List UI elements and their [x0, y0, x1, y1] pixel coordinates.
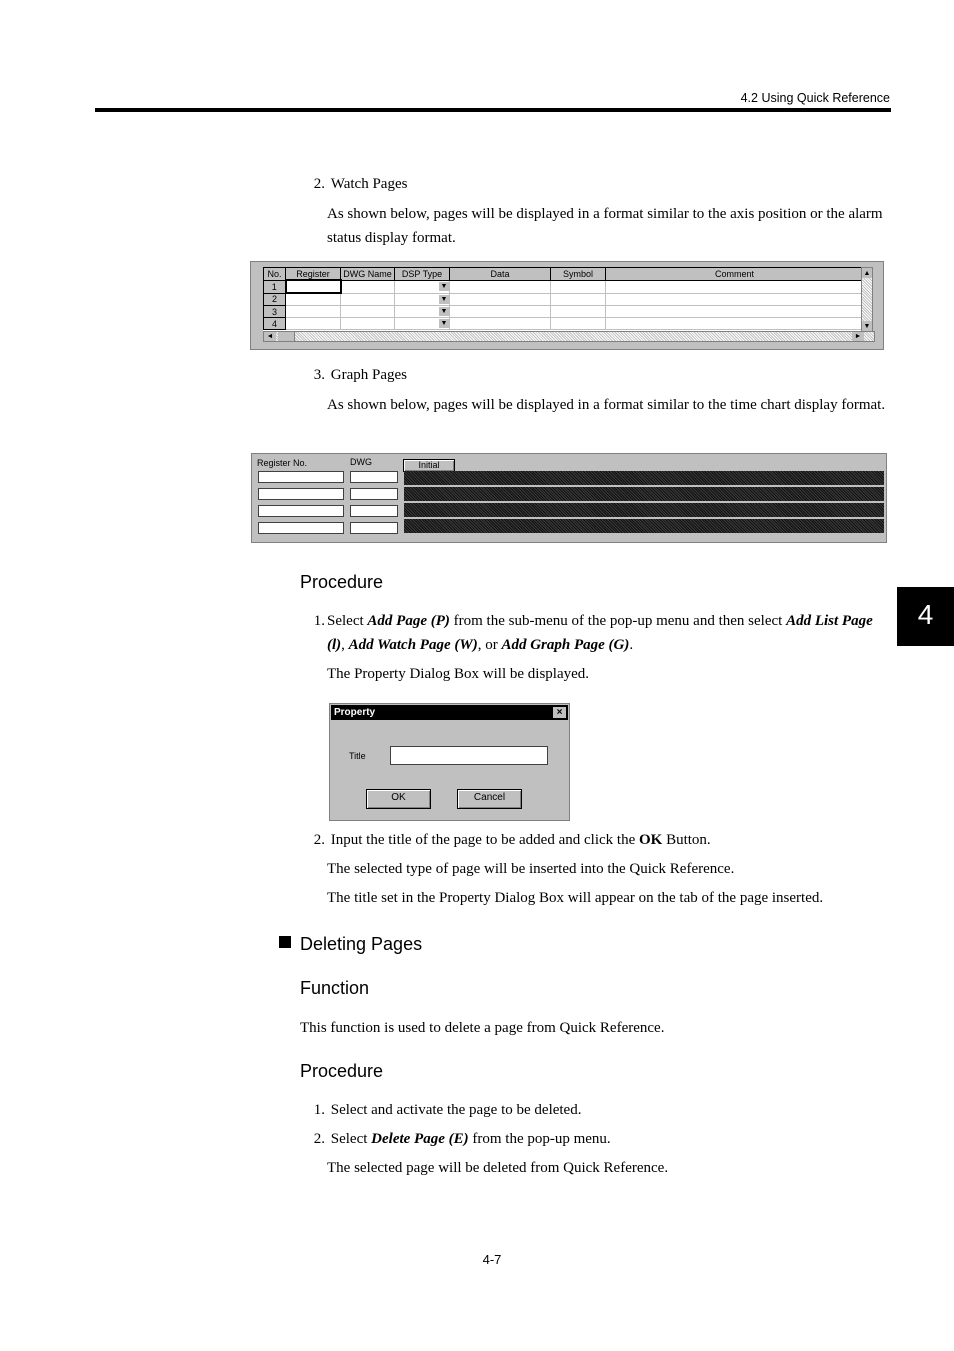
graph-pages-desc: As shown below, pages will be displayed in a format similar to the time chart display format.: [327, 397, 886, 413]
dropdown-arrow-icon[interactable]: ▼: [440, 320, 448, 327]
col-comment: Comment: [606, 268, 864, 281]
page-number: 4-7: [482, 1252, 502, 1267]
deleting-pages-heading: Deleting Pages: [300, 934, 423, 954]
chart-band: [404, 519, 884, 533]
chart-band: [404, 503, 884, 517]
col-symbol: Symbol: [551, 268, 606, 281]
dialog-titlebar: [331, 705, 568, 720]
dwg-input[interactable]: [350, 488, 398, 500]
function-heading: Function: [300, 978, 370, 998]
step-number: 1.: [313, 1102, 325, 1118]
register-input[interactable]: [258, 505, 344, 517]
register-cell[interactable]: [286, 293, 341, 306]
procedure-heading-2: Procedure: [300, 1061, 384, 1081]
watch-pages-item: [305, 172, 407, 196]
col-dsp-type: DSP Type: [395, 268, 450, 281]
graph-pages-item: [305, 363, 407, 387]
step-text: Select and activate the page to be deleted.: [330, 1102, 582, 1118]
initial-button[interactable]: Initial: [403, 459, 455, 472]
step-2-note-2: The title set in the Property Dialog Box will appear on the tab of the page inserted.: [327, 890, 824, 906]
step-text: , or: [477, 637, 502, 653]
menu-item-ref: Add Graph Page (G): [501, 637, 630, 653]
step-2-note-1: The selected type of page will be inserted into the Quick Reference.: [327, 861, 735, 877]
register-input[interactable]: [258, 488, 344, 500]
step-number: 2.: [313, 1131, 325, 1147]
item-number: 2.: [313, 176, 325, 192]
delete-step-2: [305, 1127, 611, 1151]
register-cell[interactable]: [286, 306, 341, 318]
cancel-button[interactable]: Cancel: [457, 789, 522, 809]
table-row[interactable]: [264, 306, 864, 318]
table-row[interactable]: [264, 293, 864, 306]
chart-band: [404, 471, 884, 485]
col-data: Data: [450, 268, 551, 281]
symbol-cell: [551, 280, 606, 293]
chapter-tab: 4: [897, 587, 954, 646]
step-text: from the pop-up menu.: [468, 1131, 611, 1147]
col-dwg-name: DWG Name: [341, 268, 395, 281]
dwg-cell[interactable]: [341, 280, 395, 293]
row-number: 1: [264, 280, 286, 293]
delete-step-2-note: The selected page will be deleted from Quick Reference.: [327, 1160, 669, 1176]
step-text: Button.: [662, 832, 711, 848]
step-text: from the sub-menu of the pop-up menu and then select: [449, 613, 787, 629]
step-text: Input the title of the page to be added and click the: [330, 832, 639, 848]
step-text: ,: [341, 637, 349, 653]
procedure-step-2: [305, 828, 711, 852]
header-rule: [95, 108, 891, 112]
title-input[interactable]: [390, 746, 548, 765]
table-row[interactable]: [264, 318, 864, 330]
scroll-up-icon[interactable]: ▲: [863, 269, 871, 277]
data-cell: [450, 293, 551, 306]
col-register: Register: [286, 268, 341, 281]
step-number: 1.: [313, 613, 325, 629]
watch-pages-desc: As shown below, pages will be displayed in a format similar to the axis position or the alarm status display format.: [327, 206, 883, 246]
step-text: Select: [330, 1131, 372, 1147]
scroll-left-icon[interactable]: ◄: [264, 332, 276, 341]
data-cell: [450, 280, 551, 293]
menu-item-ref: Add List Page (l): [327, 613, 873, 653]
dsp-cell[interactable]: [395, 280, 450, 293]
function-text: This function is used to delete a page from Quick Reference.: [300, 1020, 665, 1036]
register-cell[interactable]: [286, 280, 341, 293]
property-dialog: [329, 703, 570, 821]
step-1-note: The Property Dialog Box will be displayed.: [327, 666, 590, 682]
square-bullet-icon: [279, 936, 291, 948]
dwg-input[interactable]: [350, 471, 398, 483]
dwg-label: DWG: [350, 457, 372, 467]
dropdown-arrow-icon[interactable]: ▼: [440, 308, 448, 315]
vertical-scrollbar[interactable]: [861, 267, 873, 332]
comment-cell[interactable]: [606, 293, 864, 306]
scroll-down-icon[interactable]: ▼: [863, 322, 871, 330]
table-header-row: [264, 268, 864, 281]
close-icon[interactable]: ×: [553, 707, 566, 718]
item-title: Watch Pages: [330, 176, 408, 192]
dsp-cell[interactable]: [395, 318, 450, 330]
time-chart-area: [404, 471, 884, 535]
symbol-cell: [551, 293, 606, 306]
row-number: 3: [264, 306, 286, 318]
horizontal-scrollbar[interactable]: [263, 331, 875, 342]
symbol-cell: [551, 318, 606, 330]
dsp-cell[interactable]: [395, 293, 450, 306]
watch-table: [263, 267, 863, 330]
comment-cell[interactable]: [606, 280, 864, 293]
symbol-cell: [551, 306, 606, 318]
ok-button[interactable]: OK: [366, 789, 431, 809]
running-header: 4.2 Using Quick Reference: [740, 91, 890, 105]
delete-step-1: [305, 1098, 581, 1122]
dwg-input[interactable]: [350, 505, 398, 517]
data-cell: [450, 318, 551, 330]
scroll-right-icon[interactable]: ►: [852, 332, 864, 341]
watch-page-window: [250, 261, 884, 350]
procedure-heading: Procedure: [300, 572, 384, 592]
dwg-cell[interactable]: [341, 318, 395, 330]
chart-band: [404, 487, 884, 501]
dwg-cell[interactable]: [341, 293, 395, 306]
item-title: Graph Pages: [330, 367, 407, 383]
menu-item-ref: Add Watch Page (W): [348, 637, 478, 653]
register-cell[interactable]: [286, 318, 341, 330]
procedure-step-1: [305, 609, 880, 653]
button-ref: OK: [638, 832, 663, 848]
item-number: 3.: [313, 367, 325, 383]
step-text: .: [629, 637, 634, 653]
table-row[interactable]: [264, 280, 864, 293]
scroll-thumb[interactable]: [278, 332, 295, 341]
dialog-title: Property: [334, 707, 376, 718]
register-input[interactable]: [258, 471, 344, 483]
data-cell: [450, 306, 551, 318]
register-no-label: Register No.: [257, 458, 308, 468]
comment-cell[interactable]: [606, 318, 864, 330]
dropdown-arrow-icon[interactable]: ▼: [440, 295, 448, 303]
comment-cell[interactable]: [606, 306, 864, 318]
step-number: 2.: [313, 832, 325, 848]
row-number: 2: [264, 293, 286, 306]
menu-item-ref: Add Page (P): [367, 613, 450, 629]
menu-item-ref: Delete Page (E): [371, 1131, 469, 1147]
register-input[interactable]: [258, 522, 344, 534]
graph-page-window: [251, 453, 887, 543]
dropdown-arrow-icon[interactable]: ▼: [440, 283, 448, 290]
dwg-cell[interactable]: [341, 306, 395, 318]
step-text: Select: [327, 613, 368, 629]
col-no: No.: [264, 268, 286, 281]
row-number: 4: [264, 318, 286, 330]
title-field-label: Title: [349, 751, 366, 761]
dwg-input[interactable]: [350, 522, 398, 534]
dsp-cell[interactable]: [395, 306, 450, 318]
